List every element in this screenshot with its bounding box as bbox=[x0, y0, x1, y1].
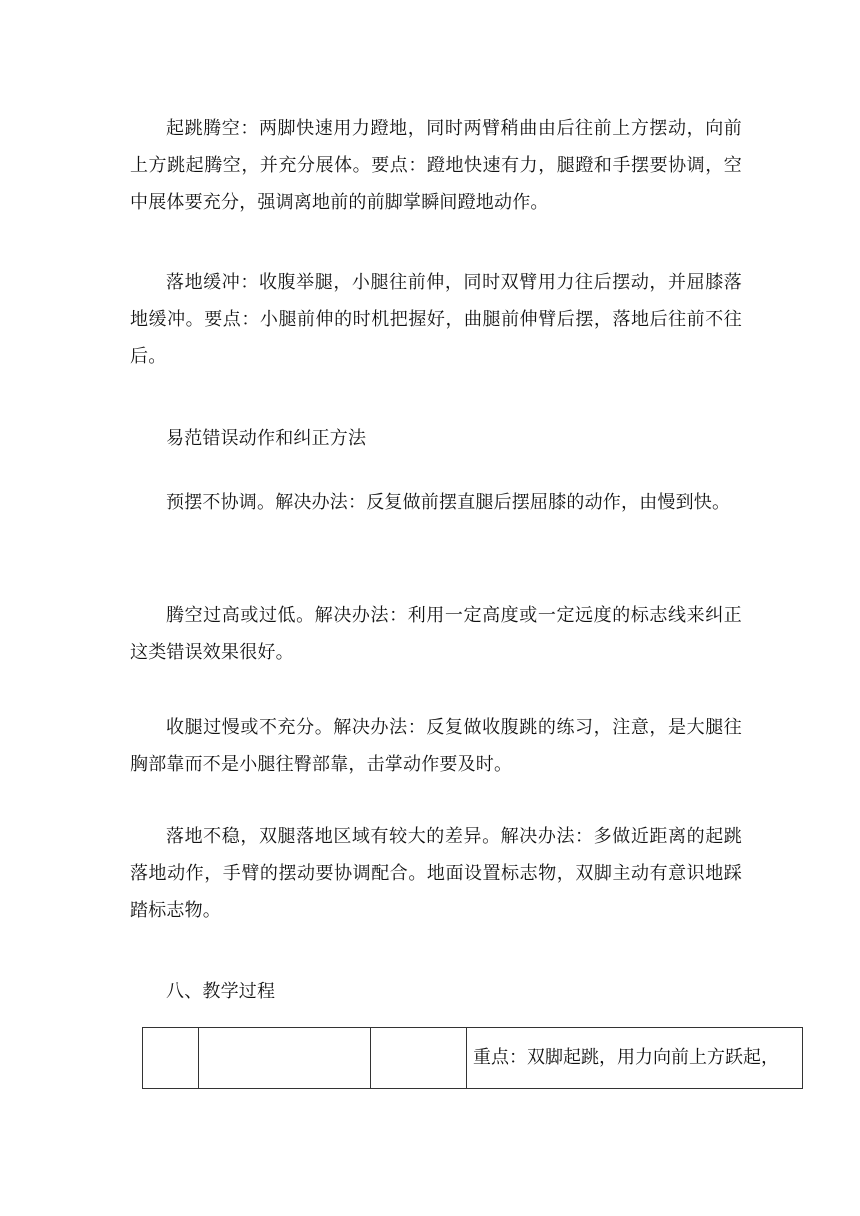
paragraph-landing: 落地缓冲：收腹举腿，小腿往前伸，同时双臂用力往后摆动，并屈膝落地缓冲。要点：小腿前伸的时机把握好，曲腿前伸臂后摆，落地后往前不往后。 bbox=[130, 272, 742, 367]
paragraph-error-preswing: 预摆不协调。解决办法：反复做前摆直腿后摆屈膝的动作，由慢到快。 bbox=[166, 492, 731, 513]
teaching-process-table bbox=[142, 1027, 803, 1089]
paragraph-error-tuck: 收腿过慢或不充分。解决办法：反复做收腹跳的练习，注意，是大腿往胸部靠而不是小腿往臀部靠，击掌动作要及时。 bbox=[130, 717, 742, 775]
paragraph-error-height: 腾空过高或过低。解决办法：利用一定高度或一定远度的标志线来纠正这类错误效果很好。 bbox=[130, 605, 742, 663]
table-row bbox=[143, 1028, 803, 1089]
table-cell bbox=[143, 1028, 199, 1089]
table-cell bbox=[199, 1028, 371, 1089]
section-heading-teaching-process: 八、教学过程 bbox=[166, 981, 276, 1002]
table-cell-key-points: 重点：双脚起跳，用力向前上方跃起， bbox=[467, 1028, 803, 1089]
section-heading-errors: 易范错误动作和纠正方法 bbox=[166, 428, 367, 449]
paragraph-takeoff: 起跳腾空：两脚快速用力蹬地，同时两臂稍曲由后往前上方摆动，向前上方跳起腾空，并充分展体。要点：蹬地快速有力，腿蹬和手摆要协调，空中展体要充分，强调离地前的前脚掌瞬间蹬地动作。 bbox=[130, 118, 742, 213]
paragraph-error-landing: 落地不稳，双腿落地区域有较大的差异。解决办法：多做近距离的起跳落地动作，手臂的摆动要协调配合。地面设置标志物，双脚主动有意识地踩踏标志物。 bbox=[130, 826, 742, 921]
table-cell bbox=[371, 1028, 467, 1089]
